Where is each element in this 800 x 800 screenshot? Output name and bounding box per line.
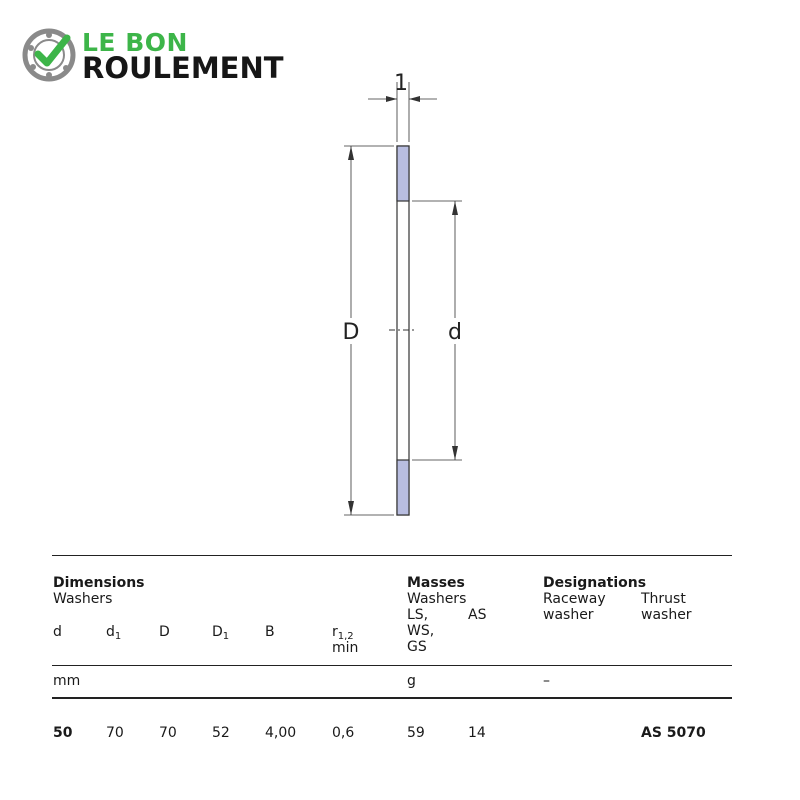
thickness-label: 1: [394, 71, 408, 96]
col-header-D: D: [159, 624, 170, 640]
col-header-B: B: [265, 624, 275, 640]
col-header-r-min: min: [332, 640, 359, 656]
inner-diameter-label: d: [448, 320, 462, 345]
thrust-washer-label-2: washer: [641, 607, 692, 623]
outer-diameter-label: D: [342, 320, 360, 345]
raceway-washer-label-1: Raceway: [543, 591, 606, 607]
value-B: 4,00: [265, 725, 297, 741]
col-header-d1: $d_1$: [106, 624, 122, 642]
value-mass-ls: 59: [407, 725, 425, 741]
brand-line1: LE BON: [82, 28, 188, 57]
value-designation[interactable]: AS 5070: [641, 725, 706, 741]
col-header-D1: $D_1$: [212, 624, 230, 642]
table-top-rule: [52, 555, 732, 556]
value-d1: 70: [106, 725, 124, 741]
masses-gs-label: GS: [407, 639, 427, 655]
table-header-rule: [52, 665, 732, 666]
designations-title: Designations: [543, 575, 647, 591]
value-d: 50: [53, 725, 73, 741]
value-D1: 52: [212, 725, 230, 741]
thrust-washer-label-1: Thrust: [641, 591, 686, 607]
masses-title: Masses: [407, 575, 465, 591]
value-r: 0,6: [332, 725, 355, 741]
table-units-rule: [52, 697, 732, 699]
masses-ws-label: WS,: [407, 623, 435, 639]
col-header-r: $r_{1,2}$: [332, 624, 354, 642]
brand-line2: ROULEMENT: [82, 51, 284, 85]
value-D: 70: [159, 725, 177, 741]
masses-ls-label: LS,: [407, 607, 429, 623]
dimensions-title: Dimensions: [53, 575, 145, 591]
masses-as-label: AS: [468, 607, 487, 623]
unit-designation: –: [543, 673, 550, 689]
masses-subtitle: Washers: [407, 591, 467, 607]
value-mass-as: 14: [468, 725, 486, 741]
unit-mm: mm: [53, 673, 81, 689]
dimensions-subtitle: Washers: [53, 591, 113, 607]
raceway-washer-label-2: washer: [543, 607, 594, 623]
unit-g: g: [407, 673, 416, 689]
col-header-d: d: [53, 624, 62, 640]
